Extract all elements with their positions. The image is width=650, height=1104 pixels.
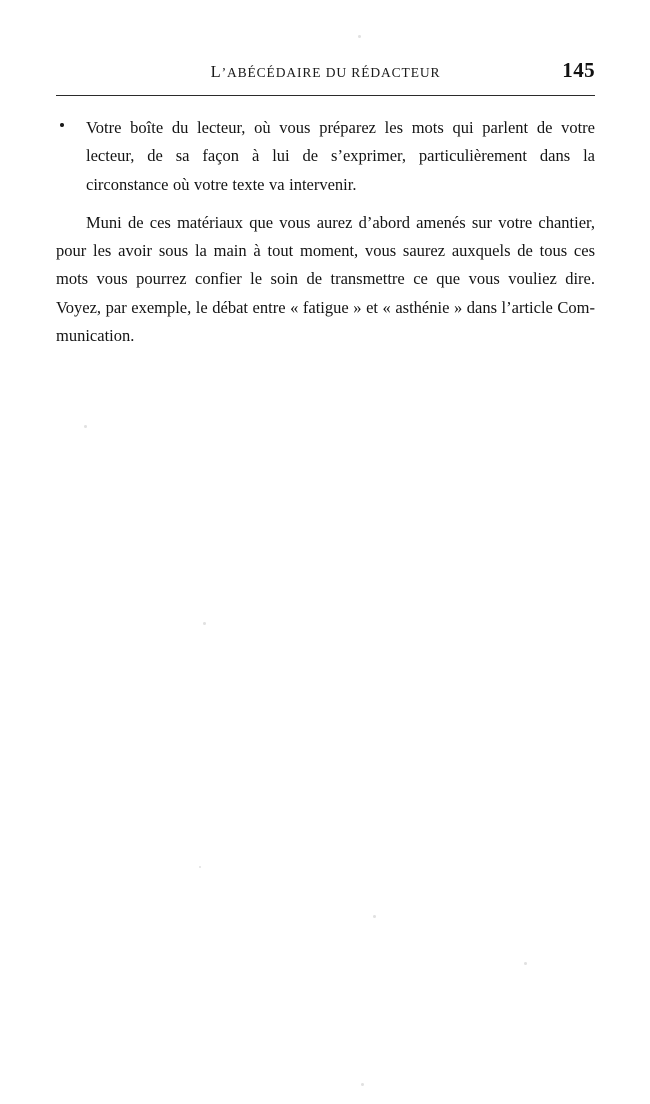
- scan-speckle: [203, 622, 206, 625]
- running-head-title: [56, 62, 595, 82]
- list-item-text: Votre boîte du lecteur, où vous préparez les mots qui parlent de votre lecteur, de sa façon à lui de s’exprimer, particulièrement dans la circonstance où votre texte va intervenir.: [86, 118, 595, 194]
- scan-speckle: [373, 915, 376, 918]
- list-item: [56, 114, 595, 199]
- scan-speckle: [358, 35, 361, 38]
- scan-speckle: [361, 1083, 364, 1086]
- text-block: [56, 114, 595, 350]
- scan-speckle: [84, 425, 87, 428]
- scan-speckle: [524, 962, 527, 965]
- running-head: [56, 58, 595, 86]
- bullet-icon: [60, 123, 64, 127]
- header-rule: [56, 95, 595, 96]
- scan-speckle: [199, 866, 201, 868]
- body-paragraph: Muni de ces matériaux que vous aurez d’abord amenés sur votre chantier, pour les avoir sous la main à tout moment, vous saurez auxquels de tous ces mots vous pourrez confier le soin de transmettre ce que vous vouliez dire. Voyez, par exemple, le débat entre « fatigue » et « asthénie » dans l’article Communication.: [56, 212, 595, 346]
- running-head-rest: ’ABÉCÉDAIRE DU RÉDACTEUR: [221, 65, 441, 80]
- running-head-initial: L: [210, 62, 222, 81]
- page-number: 145: [562, 58, 595, 82]
